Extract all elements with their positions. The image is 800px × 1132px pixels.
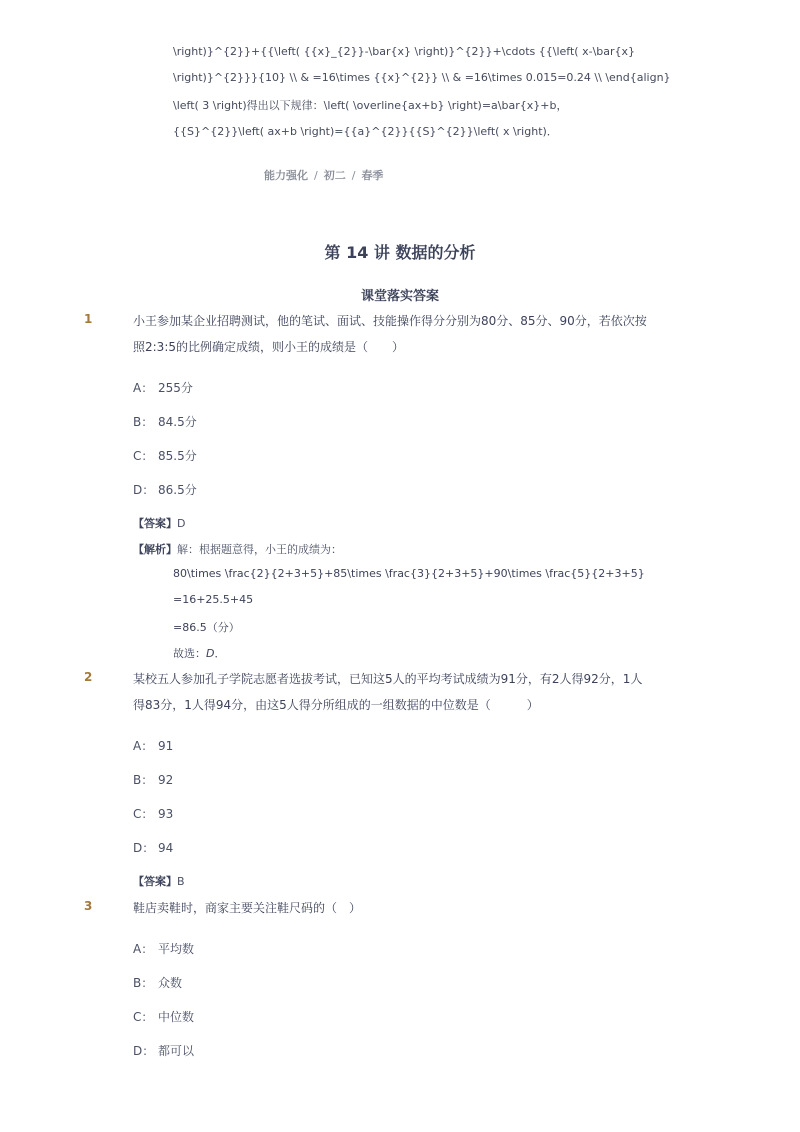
conclusion-prefix: 故选： bbox=[173, 647, 206, 660]
answer-line bbox=[133, 873, 185, 889]
section-title: 课堂落实答案 bbox=[360, 289, 439, 304]
option-key: B： bbox=[133, 415, 154, 429]
option-d bbox=[133, 1042, 194, 1059]
option-a bbox=[133, 940, 194, 957]
question-number: 1 bbox=[84, 312, 93, 326]
math-continuation-line-4: {{S}^{2}}\left( ax+b \right)={{a}^{2}}{{S}^{2}}\left( x \right)． bbox=[173, 125, 558, 138]
option-key: B： bbox=[133, 773, 154, 787]
lecture-title: 第 14 讲 数据的分析 bbox=[324, 243, 476, 262]
math-continuation-line-3: \left( 3 \right)得出以下规律：\left( \overline{ax+b} \right)=a\bar{x}+b， bbox=[173, 99, 568, 112]
question-number: 2 bbox=[84, 670, 93, 684]
question-text-line: 鞋店卖鞋时，商家主要关注鞋尺码的（ ） bbox=[133, 901, 362, 915]
answer-value: B bbox=[177, 875, 185, 888]
option-c bbox=[133, 1008, 194, 1025]
math-continuation-line-1: \right)}^{2}}+{{\left( {{x}_{2}}-\bar{x} \right)}^{2}}+\cdots {{\left( x-\bar{x} bbox=[173, 45, 636, 58]
option-value: 众数 bbox=[158, 976, 183, 990]
analysis-intro: 解：根据题意得，小王的成绩为： bbox=[177, 543, 342, 556]
option-c bbox=[133, 805, 173, 822]
option-key: C： bbox=[133, 449, 154, 463]
option-value: 255分 bbox=[158, 381, 193, 395]
question-text-line: 某校五人参加孔子学院志愿者选拔考试，已知这5人的平均考试成绩为91分，有2人得92分，1人 bbox=[133, 672, 643, 686]
option-value: 84.5分 bbox=[158, 415, 197, 429]
option-key: D： bbox=[133, 1044, 155, 1058]
answer-value: D bbox=[177, 517, 186, 530]
breadcrumb-course: 能力强化 bbox=[264, 169, 308, 182]
breadcrumb bbox=[264, 167, 383, 183]
solution-step: 80\times \frac{2}{2+3+5}+85\times \frac{3}{2+3+5}+90\times \frac{5}{2+3+5} bbox=[173, 567, 645, 580]
conclusion-suffix: ． bbox=[214, 647, 226, 660]
option-value: 都可以 bbox=[158, 1044, 195, 1058]
option-value: 中位数 bbox=[158, 1010, 195, 1024]
question-text-line: 小王参加某企业招聘测试，他的笔试、面试、技能操作得分分别为80分、85分、90分，若依次按 bbox=[133, 314, 647, 328]
answer-label: 【答案】 bbox=[133, 517, 177, 530]
option-key: D： bbox=[133, 841, 155, 855]
option-value: 94 bbox=[158, 841, 174, 855]
option-key: C： bbox=[133, 1010, 154, 1024]
breadcrumb-season: 春季 bbox=[361, 169, 384, 182]
option-a bbox=[133, 379, 193, 396]
solution-conclusion bbox=[173, 645, 225, 661]
option-key: C： bbox=[133, 807, 154, 821]
option-value: 93 bbox=[158, 807, 174, 821]
option-value: 86.5分 bbox=[158, 483, 197, 497]
option-key: A： bbox=[133, 942, 154, 956]
option-b bbox=[133, 771, 173, 788]
solution-step: =86.5（分） bbox=[173, 621, 240, 634]
math-continuation-line-2: \right)}^{2}}}{10} \\ & =16\times {{x}^{2}} \\ & =16\times 0.015=0.24 \\ \end{align} bbox=[173, 71, 671, 84]
solution-step: =16+25.5+45 bbox=[173, 593, 254, 606]
option-value: 91 bbox=[158, 739, 174, 753]
answer-line bbox=[133, 515, 185, 531]
question-text-line: 照2:3:5的比例确定成绩，则小王的成绩是（ ） bbox=[133, 340, 404, 354]
option-a bbox=[133, 737, 173, 754]
answer-label: 【答案】 bbox=[133, 875, 177, 888]
conclusion-choice: D bbox=[206, 647, 215, 660]
breadcrumb-separator: / bbox=[314, 169, 318, 182]
option-value: 85.5分 bbox=[158, 449, 197, 463]
option-value: 92 bbox=[158, 773, 174, 787]
question-number: 3 bbox=[84, 899, 93, 913]
option-key: D： bbox=[133, 483, 155, 497]
option-d bbox=[133, 481, 197, 498]
option-b bbox=[133, 413, 197, 430]
option-key: A： bbox=[133, 739, 154, 753]
option-b bbox=[133, 974, 182, 991]
analysis-label: 【解析】 bbox=[133, 543, 177, 556]
option-key: A： bbox=[133, 381, 154, 395]
option-value: 平均数 bbox=[158, 942, 195, 956]
option-key: B： bbox=[133, 976, 154, 990]
option-c bbox=[133, 447, 197, 464]
breadcrumb-separator: / bbox=[351, 169, 356, 182]
option-d bbox=[133, 839, 173, 856]
analysis-line bbox=[133, 541, 342, 557]
breadcrumb-grade: 初二 bbox=[323, 169, 346, 182]
question-text-line: 得83分，1人得94分，由这5人得分所组成的一组数据的中位数是（ ） bbox=[133, 698, 539, 712]
